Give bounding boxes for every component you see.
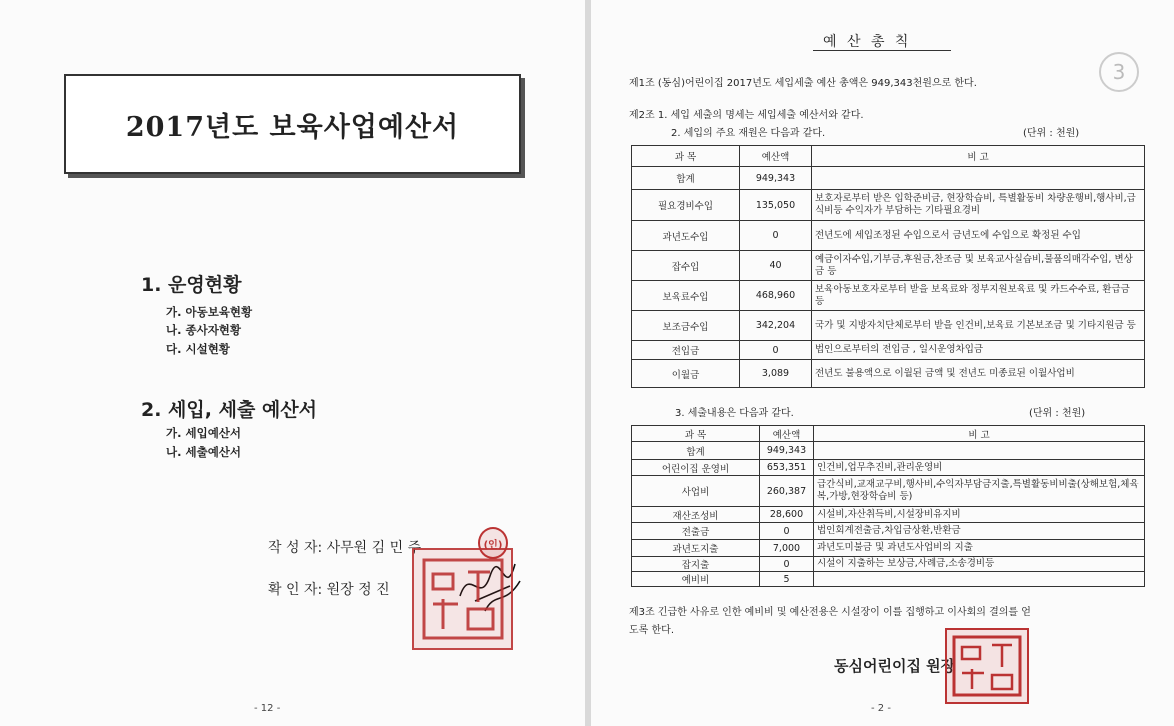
table-row bbox=[632, 167, 1145, 190]
cell-amount: 0 bbox=[760, 523, 814, 540]
income-table bbox=[631, 145, 1145, 388]
cell-amount: 468,960 bbox=[740, 281, 812, 311]
cell-note: 전년도에 세입조정된 수입으로서 금년도에 수입으로 확정된 수입 bbox=[812, 221, 1145, 251]
cell-subject: 잡지출 bbox=[632, 557, 760, 572]
article-2-line2: 2. 세입의 주요 재원은 다음과 같다. bbox=[671, 128, 826, 139]
unit-label-expense: (단위 : 천원) bbox=[1029, 408, 1086, 419]
cell-subject: 보육료수입 bbox=[632, 281, 740, 311]
cover-title-box bbox=[64, 74, 521, 174]
cell-subject: 과년도지출 bbox=[632, 540, 760, 557]
cell-subject: 어린이집 운영비 bbox=[632, 460, 760, 476]
table-row bbox=[632, 281, 1145, 311]
table-row bbox=[632, 557, 1145, 572]
section-2-heading: 2. 세입, 세출 예산서 bbox=[141, 399, 317, 421]
section-1-item: 다. 시설현황 bbox=[166, 342, 230, 356]
cell-amount: 5 bbox=[760, 572, 814, 587]
page-number: - 2 - bbox=[871, 703, 891, 714]
expense-table bbox=[631, 425, 1145, 587]
section-1-heading: 1. 운영현황 bbox=[141, 274, 242, 296]
table-row bbox=[632, 523, 1145, 540]
expense-header-note: 비 고 bbox=[814, 426, 1145, 442]
cell-note bbox=[812, 167, 1145, 190]
cell-subject: 과년도수입 bbox=[632, 221, 740, 251]
cell-subject: 합계 bbox=[632, 442, 760, 460]
cell-note: 국가 및 지방자치단체로부터 받을 인건비,보육료 기본보조금 및 기타지원금 등 bbox=[812, 311, 1145, 341]
table-row bbox=[632, 221, 1145, 251]
ghost-number-icon: 3 bbox=[1099, 52, 1139, 92]
cell-note: 전년도 불용액으로 이월된 금액 및 전년도 미종료된 이월사업비 bbox=[812, 360, 1145, 388]
table-row bbox=[632, 476, 1145, 507]
cell-note: 시설이 지출하는 보상금,사례금,소송경비등 bbox=[814, 557, 1145, 572]
table-row bbox=[632, 251, 1145, 281]
cell-amount: 949,343 bbox=[740, 167, 812, 190]
institution-seal-icon bbox=[945, 628, 1029, 704]
expense-header-amount: 예산액 bbox=[760, 426, 814, 442]
table-row bbox=[632, 540, 1145, 557]
cell-amount: 0 bbox=[740, 221, 812, 251]
cell-subject: 이월금 bbox=[632, 360, 740, 388]
article-3-line1: 제3조 긴급한 사유로 인한 예비비 및 예산전용은 시설장이 이를 집행하고 이사회의 결의를 얻 bbox=[629, 607, 1031, 618]
income-header-subject: 과 목 bbox=[632, 146, 740, 167]
cell-amount: 28,600 bbox=[760, 507, 814, 523]
cell-subject: 보조금수입 bbox=[632, 311, 740, 341]
title-underline bbox=[813, 50, 951, 51]
cell-amount: 653,351 bbox=[760, 460, 814, 476]
table-row bbox=[632, 442, 1145, 460]
section-1-item: 가. 아동보육현황 bbox=[166, 305, 253, 319]
author-seal: (인) bbox=[478, 527, 508, 559]
article-2-line1: 제2조 1. 세입 세출의 명세는 세입세출 예산서와 같다. bbox=[629, 110, 864, 121]
table-row bbox=[632, 360, 1145, 388]
cell-subject: 필요경비수입 bbox=[632, 190, 740, 221]
cell-note: 보육아동보호자로부터 받을 보육료와 정부지원보육료 및 카드수수료, 환급금 등 bbox=[812, 281, 1145, 311]
section-2-item: 나. 세출예산서 bbox=[166, 445, 242, 459]
cell-subject: 전입금 bbox=[632, 341, 740, 360]
confirm-line: 확 인 자: 원장 정 진 bbox=[268, 582, 390, 598]
income-header-note: 비 고 bbox=[812, 146, 1145, 167]
cell-note: 예금이자수입,기부금,후원금,찬조금 및 보육교사실습비,물품의매각수입, 변상금 등 bbox=[812, 251, 1145, 281]
cell-amount: 260,387 bbox=[760, 476, 814, 507]
table-row bbox=[632, 311, 1145, 341]
article-3-line2: 도록 한다. bbox=[629, 625, 674, 636]
cell-subject: 재산조성비 bbox=[632, 507, 760, 523]
cell-note: 인건비,업무추진비,관리운영비 bbox=[814, 460, 1145, 476]
section-2-item: 가. 세입예산서 bbox=[166, 426, 242, 440]
cell-note: 법인회계전출금,차입금상환,반환금 bbox=[814, 523, 1145, 540]
budget-title: 예 산 총 칙 bbox=[823, 34, 912, 50]
institution-signature: 동심어린이집 원장 bbox=[834, 657, 956, 675]
cover-title: 2017년도 보육사업예산서 bbox=[125, 111, 460, 143]
article-1: 제1조 (동심)어린이집 2017년도 세입세출 예산 총액은 949,343천원으로 한다. bbox=[629, 78, 977, 89]
unit-label-income: (단위 : 천원) bbox=[1023, 128, 1080, 139]
cell-subject: 사업비 bbox=[632, 476, 760, 507]
left-page bbox=[0, 0, 585, 726]
income-header-amount: 예산액 bbox=[740, 146, 812, 167]
expense-header-subject: 과 목 bbox=[632, 426, 760, 442]
cell-subject: 합계 bbox=[632, 167, 740, 190]
cell-amount: 135,050 bbox=[740, 190, 812, 221]
cell-subject: 전출금 bbox=[632, 523, 760, 540]
cell-note: 과년도미불금 및 과년도사업비의 지출 bbox=[814, 540, 1145, 557]
table-row bbox=[632, 341, 1145, 360]
table-row bbox=[632, 572, 1145, 587]
cell-amount: 0 bbox=[760, 557, 814, 572]
cell-note: 시설비,자산취득비,시설장비유지비 bbox=[814, 507, 1145, 523]
right-page bbox=[591, 0, 1174, 726]
table-row bbox=[632, 460, 1145, 476]
cell-amount: 3,089 bbox=[740, 360, 812, 388]
cell-amount: 40 bbox=[740, 251, 812, 281]
director-seal-icon bbox=[412, 548, 513, 650]
cell-amount: 949,343 bbox=[760, 442, 814, 460]
cell-subject: 예비비 bbox=[632, 572, 760, 587]
cell-note: 법인으로부터의 전입금 , 일시운영차입금 bbox=[812, 341, 1145, 360]
cell-amount: 342,204 bbox=[740, 311, 812, 341]
table-row bbox=[632, 190, 1145, 221]
author-line: 작 성 자: 사무원 김 민 주 bbox=[268, 540, 422, 556]
cell-amount: 0 bbox=[740, 341, 812, 360]
cell-subject: 잡수입 bbox=[632, 251, 740, 281]
table-row bbox=[632, 507, 1145, 523]
section-1-item: 나. 종사자현황 bbox=[166, 323, 242, 337]
article-2-line3: 3. 세출내용은 다음과 같다. bbox=[675, 408, 794, 419]
cell-note bbox=[814, 442, 1145, 460]
cell-note: 보호자로부터 받은 입학준비금, 현장학습비, 특별활동비 차량운행비,행사비,급식비등 수익자가 부담하는 기타필요경비 bbox=[812, 190, 1145, 221]
page-number: - 12 - bbox=[254, 703, 281, 714]
cell-note bbox=[814, 572, 1145, 587]
cell-amount: 7,000 bbox=[760, 540, 814, 557]
cell-note: 급간식비,교재교구비,행사비,수익자부담금지출,특별활동비비출(상해보험,체육복,가방,현장학습비 등) bbox=[814, 476, 1145, 507]
